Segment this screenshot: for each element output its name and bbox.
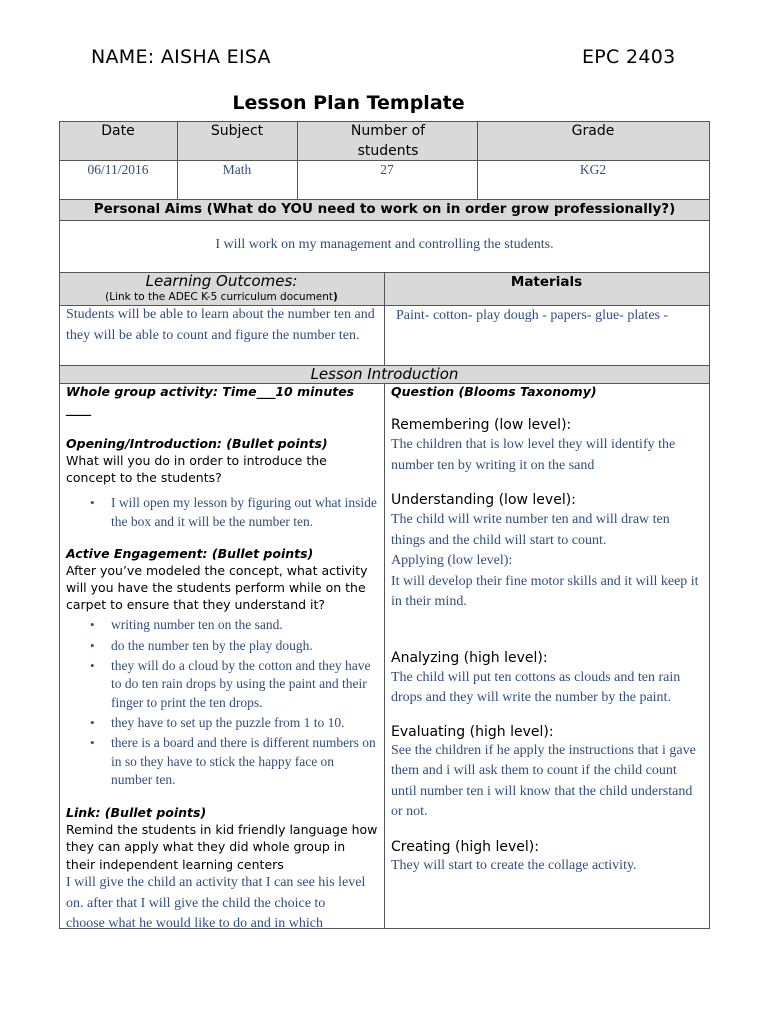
grade-header: Grade bbox=[571, 123, 615, 139]
creating-text: They will start to create the collage activity. bbox=[391, 857, 637, 873]
students-header: Number of students bbox=[350, 123, 426, 159]
materials-heading: Materials bbox=[510, 274, 583, 290]
whole-group-activity: Whole group activity: Time___10 minutes ____ bbox=[66, 384, 355, 416]
active-engagement-heading: Active Engagement: (Bullet points) bbox=[66, 545, 314, 561]
analyzing-text: The child will put ten cottons as clouds and ten rain drops and they will write the number by the paint. bbox=[391, 669, 681, 705]
list-item: • there is a board and there is different numbers on in so they have to stick the happy face on number ten. bbox=[111, 734, 378, 789]
evaluating-label: Evaluating (high level): bbox=[391, 723, 554, 740]
list-item: • do the number ten by the play dough. bbox=[111, 637, 378, 655]
subject-value: Math bbox=[222, 162, 252, 177]
active-engagement-bullets bbox=[66, 616, 378, 789]
evaluating-text: See the children if he apply the instructions that i gave them and i will ask them to count if the child count until number ten i will know that the child understand or not. bbox=[391, 742, 696, 819]
date-header: Date bbox=[101, 123, 135, 139]
lesson-intro-heading: Lesson Introduction bbox=[310, 365, 459, 383]
lesson-intro-left bbox=[66, 383, 378, 935]
blooms-heading: Question (Blooms Taxonomy) bbox=[391, 384, 597, 399]
document-title: Lesson Plan Template bbox=[232, 92, 465, 114]
link-text: I will give the child an activity that I can see his level on. after that I will give the child the choice to choose what he would like to do and in which bbox=[66, 875, 366, 932]
students-value: 27 bbox=[380, 162, 394, 177]
opening-heading: Opening/Introduction: (Bullet points) bbox=[66, 436, 328, 451]
applying-text: It will develop their fine motor skills and it will keep it in their mind. bbox=[391, 573, 699, 609]
list-item: • writing number ten on the sand. bbox=[111, 616, 378, 634]
course-code: EPC 2403 bbox=[582, 46, 676, 68]
link-heading: Link: (Bullet points) bbox=[66, 805, 207, 821]
lesson-intro-right bbox=[391, 383, 705, 876]
understanding-text: The child will write number ten and will draw ten things and the child will start to count. bbox=[391, 512, 670, 548]
active-engagement-prompt: After you’ve modeled the concept, what activity will you have the students perform while on the carpet to ensure that they understand it? bbox=[66, 562, 368, 613]
date-value: 06/11/2016 bbox=[87, 162, 149, 177]
creating-label: Creating (high level): bbox=[391, 838, 539, 855]
list-item: • they will do a cloud by the cotton and they have to do ten rain drops by using the paint and their finger to print the ten drops. bbox=[111, 657, 378, 712]
subject-header: Subject bbox=[210, 123, 264, 139]
learning-outcomes-text: Students will be able to learn about the number ten and they will be able to count and figure the number ten. bbox=[66, 307, 375, 343]
learning-outcomes-subheading: (Link to the ADEC K-5 curriculum document) bbox=[105, 291, 338, 303]
materials-text: Paint- cotton- play dough - papers- glue- plates - bbox=[396, 308, 669, 323]
opening-bullets bbox=[66, 493, 378, 532]
student-name: NAME: AISHA EISA bbox=[91, 46, 271, 68]
personal-aims-text: I will work on my management and controlling the students. bbox=[215, 237, 554, 252]
analyzing-label: Analyzing (high level): bbox=[391, 649, 548, 666]
grade-value: KG2 bbox=[579, 162, 607, 177]
applying-label: Applying (low level): bbox=[391, 553, 513, 568]
opening-prompt: What will you do in order to introduce the concept to the students? bbox=[66, 453, 327, 486]
remembering-label: Remembering (low level): bbox=[391, 417, 572, 433]
personal-aims-heading: Personal Aims (What do YOU need to work on in order grow professionally?) bbox=[93, 201, 676, 217]
understanding-label: Understanding (low level): bbox=[391, 492, 576, 508]
remembering-text: The children that is low level they will identify the number ten by writing it on the sand bbox=[391, 437, 676, 473]
learning-outcomes-heading: Learning Outcomes: bbox=[145, 272, 298, 290]
list-item: • they have to set up the puzzle from 1 to 10. bbox=[111, 714, 378, 732]
link-prompt: Remind the students in kid friendly language how they can apply what they did whole group in their independent learning centers bbox=[66, 822, 378, 872]
list-item: • I will open my lesson by figuring out what inside the box and it will be the number ten. bbox=[111, 493, 378, 532]
